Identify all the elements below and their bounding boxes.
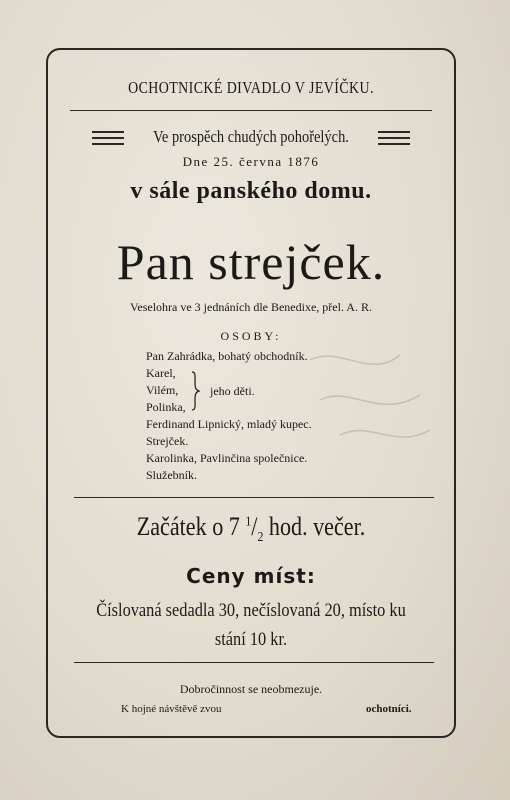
cast-item: Pan Zahrádka, bohatý obchodník. bbox=[146, 349, 308, 363]
charity-note: Dobročinnost se neobmezuje. bbox=[179, 682, 323, 696]
benefit-line: Ve prospěch chudých pohořelých. bbox=[153, 127, 349, 146]
performance-date: Dne 25. června 1876 bbox=[182, 154, 320, 169]
cast-item: Služebník. bbox=[146, 468, 197, 482]
theatre-name: OCHOTNICKÉ DIVADLO V JEVÍČKU. bbox=[128, 78, 374, 97]
start-suffix: hod. večer. bbox=[268, 512, 366, 541]
cast-item: Strejček. bbox=[146, 434, 189, 448]
cast-item: Vilém, bbox=[146, 383, 179, 397]
venue-line: v sále panského domu. bbox=[130, 178, 372, 204]
footer-rule bbox=[74, 662, 434, 663]
start-fraction-num: 1 bbox=[245, 514, 252, 530]
prices-label: Ceny míst: bbox=[186, 564, 316, 588]
invite-line: K hojné návštěvě zvou bbox=[121, 703, 222, 715]
play-subtitle: Veselohra ve 3 jednáních dle Benedixe, přel. A. R. bbox=[130, 300, 372, 314]
prices-line-1: Číslovaná sedadla 30, nečíslovaná 20, místo ku bbox=[96, 600, 406, 621]
cast-item: Karel, bbox=[146, 366, 176, 380]
cast-heading: OSOBY: bbox=[220, 329, 282, 343]
cast-group-note: jeho děti. bbox=[210, 384, 255, 398]
start-time: Začátek o 7 $^1/_2$ hod. večer. bbox=[136, 512, 366, 546]
play-title: Pan strejček. bbox=[116, 234, 386, 290]
cast-item: Karolinka, Pavlinčina společnice. bbox=[146, 451, 308, 465]
cast-item: Ferdinand Lipnický, mladý kupec. bbox=[146, 417, 312, 431]
cast-brace bbox=[190, 371, 200, 411]
start-fraction-den: 2 bbox=[257, 530, 264, 546]
organizers: ochotníci. bbox=[366, 703, 412, 715]
prices-line-2: stání 10 kr. bbox=[214, 629, 288, 650]
section-rule bbox=[74, 497, 434, 498]
start-prefix: Začátek o 7 bbox=[136, 512, 240, 541]
header-rule bbox=[70, 110, 432, 111]
prices bbox=[75, 596, 428, 654]
cast-item: Polinka, bbox=[146, 400, 186, 414]
